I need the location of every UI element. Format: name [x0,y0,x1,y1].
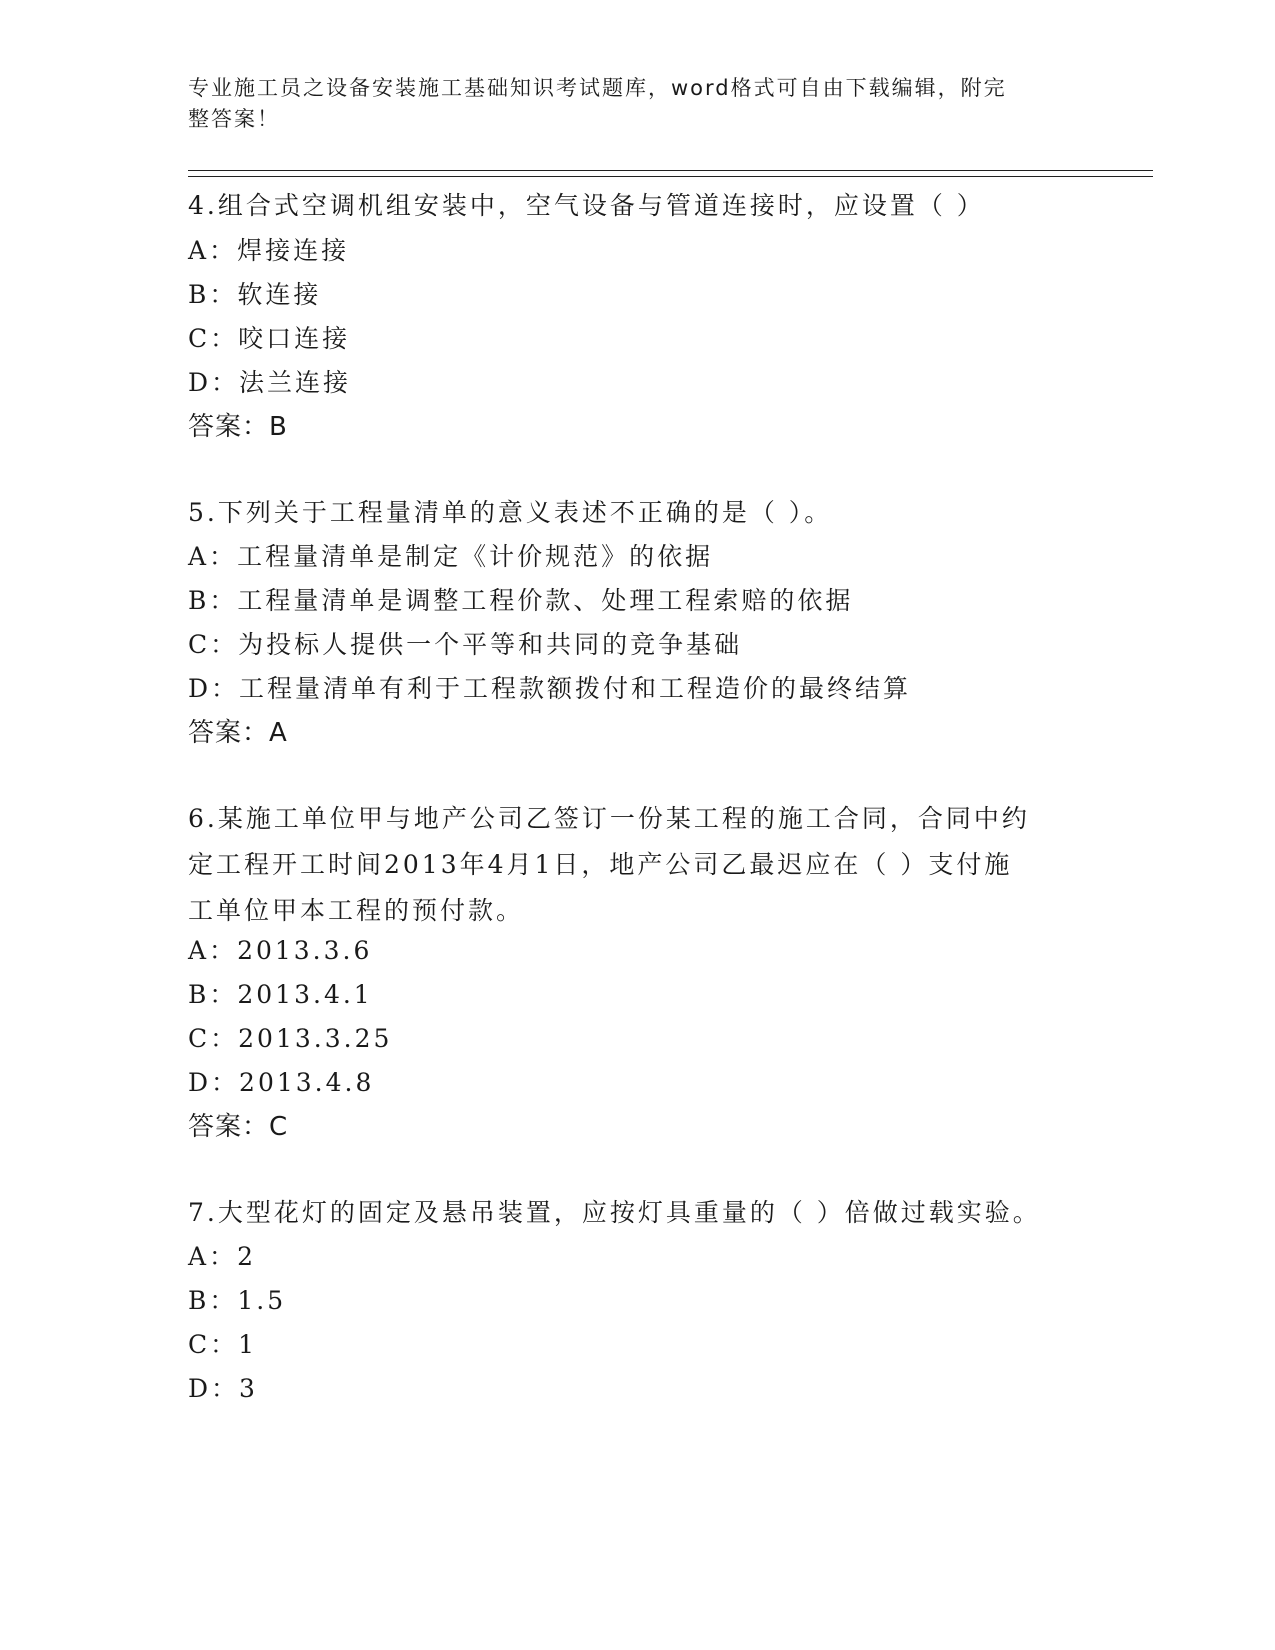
option-letter: D： [188,1374,240,1403]
option-letter: A： [188,542,238,571]
option-text: 软连接 [237,280,322,309]
option-letter: A： [188,936,238,965]
question-4-option-a [188,228,349,274]
question-6-option-b [188,972,373,1018]
question-6-line-2: 定工程开工时间2013年4月1日，地产公司乙最迟应在（ ）支付施 [188,850,1013,879]
question-4-option-d [188,360,351,406]
option-letter: C： [188,630,239,659]
question-7-line-1: 7.大型花灯的固定及悬吊装置，应按灯具重量的（ ）倍做过载实验。 [188,1198,1041,1227]
question-5-answer: 答案：A [188,718,288,748]
question-6-stem [188,796,1078,934]
question-4-option-b [188,272,321,318]
question-5-option-b [188,578,853,624]
question-5-stem [188,490,1078,536]
question-6-option-c [188,1016,392,1062]
option-text: 2013.3.25 [238,1024,393,1053]
option-text: 2013.3.6 [237,936,373,965]
option-letter: B： [188,1286,238,1315]
question-7-stem [188,1190,1078,1236]
question-7-option-d [188,1366,258,1412]
option-letter: D： [188,368,240,397]
question-4-option-c [188,316,350,362]
question-7-option-a [188,1234,256,1280]
option-letter: B： [188,980,238,1009]
question-4-line-1: 4.组合式空调机组安装中，空气设备与管道连接时，应设置（ ） [188,191,985,220]
option-text: 1.5 [237,1286,287,1315]
header-rule-bottom [188,176,1153,177]
option-letter: C： [188,1024,239,1053]
option-text: 焊接连接 [237,236,350,265]
option-text: 工程量清单是制定《计价规范》的依据 [237,542,714,571]
option-text: 为投标人提供一个平等和共同的竞争基础 [238,630,743,659]
question-6-line-1: 6.某施工单位甲与地产公司乙签订一份某工程的施工合同，合同中约 [188,804,1030,833]
option-text: 3 [239,1374,258,1403]
option-text: 咬口连接 [238,324,351,353]
option-text: 2 [237,1242,256,1271]
option-letter: C： [188,1330,239,1359]
option-letter: A： [188,1242,238,1271]
option-letter: C： [188,324,239,353]
question-4-answer: 答案：B [188,412,288,442]
question-5-option-d [188,666,911,712]
question-6-option-d [188,1060,374,1106]
question-6-option-a [188,928,372,974]
option-letter: B： [188,280,238,309]
option-text: 工程量清单是调整工程价款、处理工程索赔的依据 [237,586,854,615]
option-text: 2013.4.1 [237,980,373,1009]
option-letter: D： [188,1068,240,1097]
option-text: 法兰连接 [239,368,352,397]
option-letter: B： [188,586,238,615]
option-text: 工程量清单有利于工程款额拨付和工程造价的最终结算 [239,674,912,703]
question-4-stem [188,183,1078,229]
question-6-line-3: 工单位甲本工程的预付款。 [188,896,525,925]
question-5-option-a [188,534,713,580]
option-letter: A： [188,236,238,265]
option-text: 2013.4.8 [239,1068,375,1097]
document-header-line-2: 整答案！ [188,107,280,131]
header-rule-top [188,170,1153,171]
document-header-line-1: 专业施工员之设备安装施工基础知识考试题库，word格式可自由下载编辑，附完 [188,76,1007,100]
question-6-answer: 答案：C [188,1112,289,1142]
question-7-option-c [188,1322,257,1368]
question-7-option-b [188,1278,286,1324]
option-letter: D： [188,674,240,703]
question-5-line-1: 5.下列关于工程量清单的意义表述不正确的是（ ）。 [188,498,833,527]
question-5-option-c [188,622,742,668]
option-text: 1 [238,1330,258,1359]
